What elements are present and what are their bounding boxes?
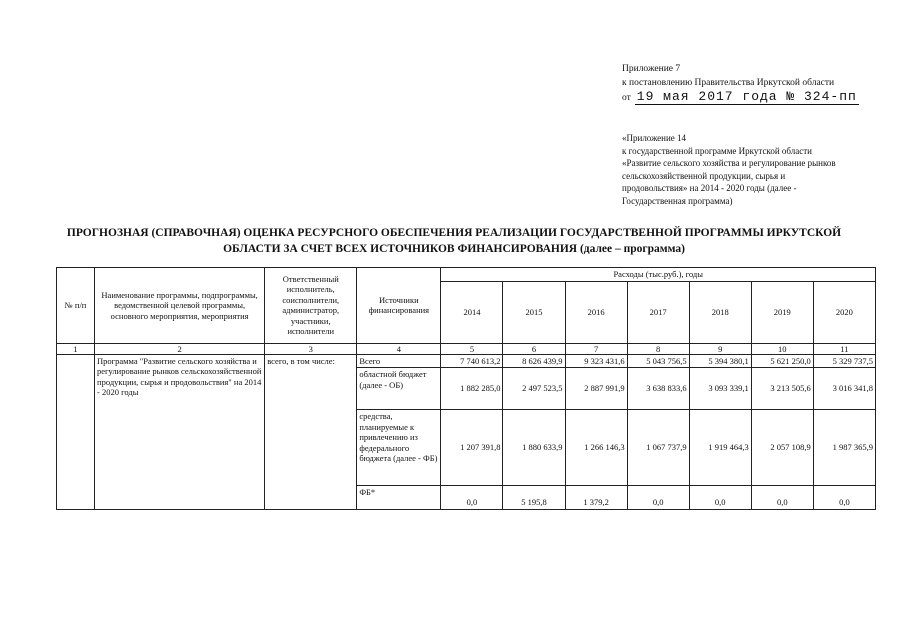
document-title-line-2: ОБЛАСТИ ЗА СЧЕТ ВСЕХ ИСТОЧНИКОВ ФИНАНСИРОВАНИЯ (далее – программа) xyxy=(223,243,685,255)
appendix-7-title: Приложение 7 xyxy=(622,64,681,74)
document-title-line-1: ПРОГНОЗНАЯ (СПРАВОЧНАЯ) ОЦЕНКА РЕСУРСНОГО ОБЕСПЕЧЕНИЯ РЕАЛИЗАЦИИ ГОСУДАРСТВЕННОЙ ПРОГРАММЫ ИРКУТСКОЙ xyxy=(66,227,842,239)
column-number: 10 xyxy=(751,343,813,354)
source-cell: областной бюджет (далее - ОБ) xyxy=(357,368,441,410)
appendix-14-line: к государственной программе Иркутской области xyxy=(622,145,813,156)
column-number: 6 xyxy=(503,343,565,354)
header-executor: Ответственный исполнитель, соисполнители, администратор, участники, исполнители xyxy=(265,268,357,344)
value-cell: 0,0 xyxy=(627,486,689,510)
source-cell: ФБ* xyxy=(357,486,441,510)
appendix-14-line: продовольствия» на 2014 - 2020 годы (далее - xyxy=(622,183,797,193)
appendix-14-line: Государственная программа) xyxy=(622,195,733,206)
column-number: 7 xyxy=(565,343,627,354)
header-num: № п/п xyxy=(57,268,95,344)
header-year: 2018 xyxy=(689,281,751,343)
value-cell: 1 067 737,9 xyxy=(627,410,689,486)
value-cell: 1 880 633,9 xyxy=(503,410,565,486)
value-cell: 1 207 391,8 xyxy=(441,410,503,486)
source-cell: Всего xyxy=(357,354,441,368)
appendix-7-date-line xyxy=(622,90,859,105)
value-cell: 3 093 339,1 xyxy=(689,368,751,410)
value-cell: 5 621 250,0 xyxy=(751,354,813,368)
appendix-14-line: «Развитие сельского хозяйства и регулирование рынков xyxy=(622,158,836,168)
value-cell: 0,0 xyxy=(813,486,875,510)
appendix-7-date-prefix: от xyxy=(622,93,631,103)
header-name: Наименование программы, подпрограммы, ведомственной целевой программы, основного мероприятия, мероприятия xyxy=(95,268,265,344)
value-cell: 7 740 613,2 xyxy=(441,354,503,368)
column-number: 2 xyxy=(95,343,265,354)
column-number: 8 xyxy=(627,343,689,354)
value-cell: 5 394 380,1 xyxy=(689,354,751,368)
value-cell: 3 638 833,6 xyxy=(627,368,689,410)
handwritten-date-number: 19 мая 2017 года № 324-пп xyxy=(636,89,857,104)
value-cell: 5 195,8 xyxy=(503,486,565,510)
column-number: 9 xyxy=(689,343,751,354)
header-expenses: Расходы (тыс.руб.), годы xyxy=(441,268,876,282)
column-number: 5 xyxy=(441,343,503,354)
column-number-row xyxy=(57,343,876,354)
value-cell: 1 266 146,3 xyxy=(565,410,627,486)
executor-cell: всего, в том числе: xyxy=(265,354,357,510)
header-year: 2015 xyxy=(503,281,565,343)
value-cell: 0,0 xyxy=(689,486,751,510)
header-year: 2016 xyxy=(565,281,627,343)
table-row xyxy=(57,354,876,368)
column-number: 4 xyxy=(357,343,441,354)
value-cell: 2 497 523,5 xyxy=(503,368,565,410)
header-row xyxy=(57,268,876,282)
appendix-14-line: «Приложение 14 xyxy=(622,133,687,143)
value-cell: 1 987 365,9 xyxy=(813,410,875,486)
row-number-cell xyxy=(57,354,95,510)
appendix-14-line: сельскохозяйственной продукции, сырья и xyxy=(622,170,786,181)
value-cell: 2 887 991,9 xyxy=(565,368,627,410)
column-number: 1 xyxy=(57,343,95,354)
header-year: 2014 xyxy=(441,281,503,343)
source-cell: средства, планируемые к привлечению из федерального бюджета (далее - ФБ) xyxy=(357,410,441,486)
header-year: 2019 xyxy=(751,281,813,343)
appendix-7-block xyxy=(622,62,859,105)
value-cell: 5 329 737,5 xyxy=(813,354,875,368)
value-cell: 1 919 464,3 xyxy=(689,410,751,486)
value-cell: 0,0 xyxy=(441,486,503,510)
header-year: 2020 xyxy=(813,281,875,343)
value-cell: 0,0 xyxy=(751,486,813,510)
value-cell: 1 882 285,0 xyxy=(441,368,503,410)
value-cell: 5 043 756,5 xyxy=(627,354,689,368)
value-cell: 9 323 431,6 xyxy=(565,354,627,368)
column-number: 3 xyxy=(265,343,357,354)
value-cell: 3 213 505,6 xyxy=(751,368,813,410)
value-cell: 8 626 439,9 xyxy=(503,354,565,368)
document-title xyxy=(40,225,868,257)
resource-table xyxy=(56,267,876,510)
appendix-7-decree: к постановлению Правительства Иркутской области xyxy=(622,78,835,88)
value-cell: 3 016 341,8 xyxy=(813,368,875,410)
program-name-cell: Программа "Развитие сельского хозяйства и регулирование рынков сельскохозяйственной продукции, сырья и продовольствия" на 2014 - 2020 годы xyxy=(95,354,265,510)
appendix-14-block xyxy=(622,132,862,207)
header-sources: Источники финансирования xyxy=(357,268,441,344)
value-cell: 2 057 108,9 xyxy=(751,410,813,486)
column-number: 11 xyxy=(813,343,875,354)
value-cell: 1 379,2 xyxy=(565,486,627,510)
header-year: 2017 xyxy=(627,281,689,343)
